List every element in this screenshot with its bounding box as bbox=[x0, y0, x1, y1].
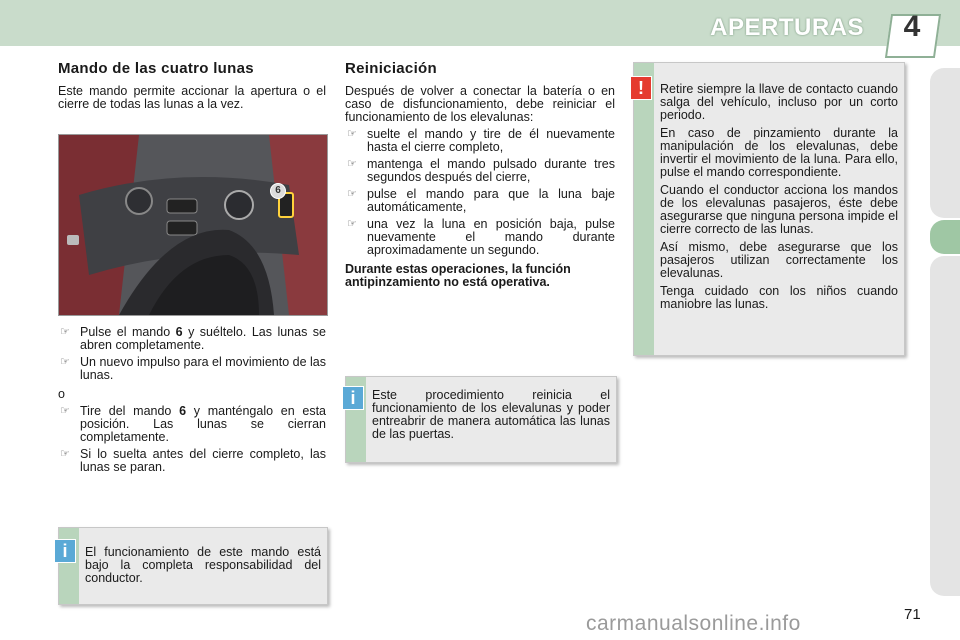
middle-column bbox=[345, 62, 615, 289]
side-tab-1[interactable] bbox=[930, 68, 960, 218]
left-column bbox=[58, 62, 326, 111]
list-item: ☞ mantenga el mando pulsado durante tres segundos después del cierre, bbox=[347, 157, 615, 184]
reset-steps bbox=[345, 128, 615, 257]
list-item: ☞ Tire del mando 6 y manténgalo en esta posición. Las lunas se cierran completamente. bbox=[60, 404, 326, 444]
info-text: El funcionamiento de este mando está bajo la completa responsabilidad del conductor. bbox=[85, 545, 321, 585]
warning-text bbox=[660, 83, 898, 311]
section-heading: Mando de las cuatro lunas bbox=[58, 60, 254, 77]
info-text: Este procedimiento reinicia el funcionamiento de los elevalunas y poder entreabrir de manera automática las lunas de las puertas. bbox=[372, 388, 610, 441]
pointing-hand-icon: ☞ bbox=[60, 356, 70, 368]
side-tab-2[interactable] bbox=[930, 256, 960, 596]
page-number: 71 bbox=[904, 606, 921, 623]
warning-paragraph: Tenga cuidado con los niños cuando maniobre las lunas. bbox=[660, 284, 898, 311]
info-box-middle bbox=[345, 376, 617, 463]
pointing-hand-icon: ☞ bbox=[347, 128, 357, 140]
pointing-hand-icon: ☞ bbox=[60, 326, 70, 338]
list-item: ☞ Pulse el mando 6 y suéltelo. Las lunas se abren completamente. bbox=[60, 325, 326, 352]
intro-text: Este mando permite accionar la apertura o el cierre de todas las lunas a la vez. bbox=[58, 84, 326, 111]
pointing-hand-icon: ☞ bbox=[60, 448, 70, 460]
pointing-hand-icon: ☞ bbox=[347, 218, 357, 230]
list-item: ☞ Si lo suelta antes del cierre completo, las lunas se paran. bbox=[60, 447, 326, 474]
pointing-hand-icon: ☞ bbox=[347, 188, 357, 200]
warning-paragraph: Así mismo, debe asegurarse que los pasajeros utilizan correctamente los elevalunas. bbox=[660, 240, 898, 280]
pointing-hand-icon: ☞ bbox=[60, 405, 70, 417]
bullet-list-2 bbox=[58, 405, 326, 474]
chapter-number: 4 bbox=[903, 10, 921, 43]
warning-box bbox=[633, 62, 905, 356]
warning-paragraph: Cuando el conductor acciona los mandos de los elevalunas pasajeros, éste debe asegurarse que ninguna persona impide el cierre correcto de las lunas. bbox=[660, 183, 898, 236]
intro-text: Después de volver a conectar la batería o en caso de disfuncionamiento, debe reiniciar el funcionamiento de los elevalunas: bbox=[345, 84, 615, 124]
console-illustration bbox=[59, 135, 327, 315]
control-photo bbox=[58, 134, 328, 316]
page-title: APERTURAS bbox=[710, 14, 864, 41]
section-heading: Reiniciación bbox=[345, 60, 437, 77]
pointing-hand-icon: ☞ bbox=[347, 158, 357, 170]
info-icon: i bbox=[342, 386, 364, 410]
list-item: ☞ una vez la luna en posición baja, pulse nuevamente el mando durante aproximadamente un segundo. bbox=[347, 217, 615, 257]
warning-paragraph: En caso de pinzamiento durante la manipulación de los elevalunas, debe invertir el movimiento de la luna. Para ello, pulse el mando correspondiente. bbox=[660, 126, 898, 179]
list-item: ☞ suelte el mando y tire de él nuevamente hasta el cierre completo, bbox=[347, 127, 615, 154]
warning-icon: ! bbox=[630, 76, 652, 100]
callout-6: 6 bbox=[270, 183, 286, 199]
list-item: ☞ Un nuevo impulso para el movimiento de las lunas. bbox=[60, 355, 326, 382]
or-text: o bbox=[58, 387, 65, 401]
list-item: ☞ pulse el mando para que la luna baje automáticamente, bbox=[347, 187, 615, 214]
side-tab-active[interactable] bbox=[930, 220, 960, 254]
info-icon: i bbox=[54, 539, 76, 563]
bold-note: Durante estas operaciones, la función antipinzamiento no está operativa. bbox=[345, 262, 571, 289]
warning-paragraph: Retire siempre la llave de contacto cuando salga del vehículo, incluso por un corto periodo. bbox=[660, 82, 898, 122]
watermark: carmanualsonline.info bbox=[586, 612, 801, 635]
bullet-list bbox=[58, 326, 326, 382]
left-instructions bbox=[58, 322, 326, 474]
info-box-left bbox=[58, 527, 328, 605]
box-strip bbox=[634, 63, 654, 355]
